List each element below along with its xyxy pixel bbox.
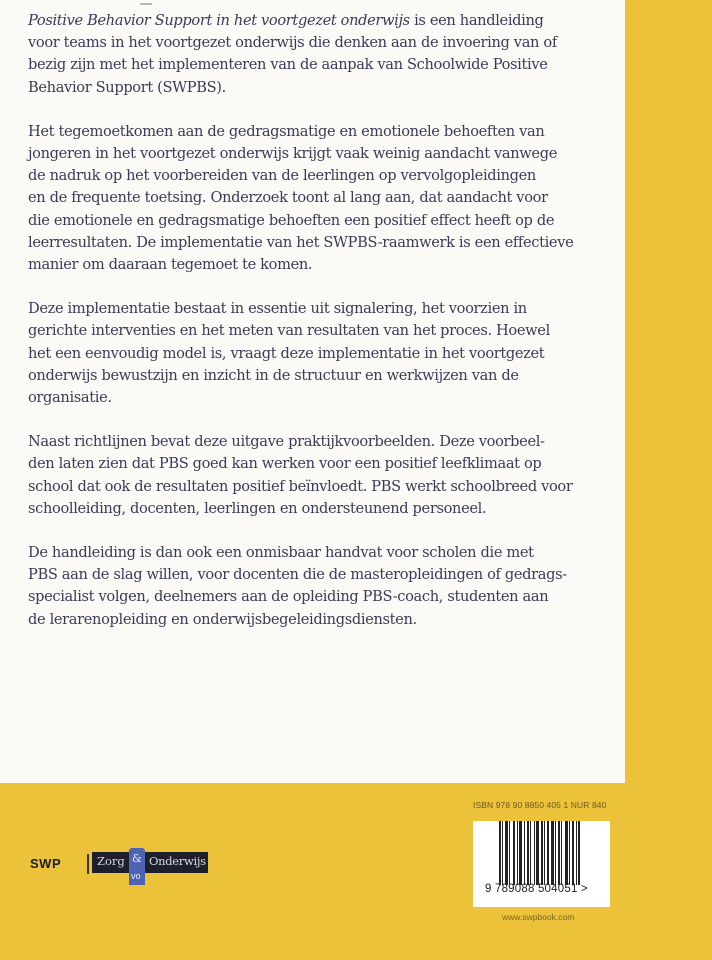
text-line: en de frequente toetsing. Onderzoek toont al lang aan, dat aandacht voor	[28, 189, 548, 207]
logo-vo-text: vo	[131, 871, 141, 881]
text-line: school dat ook de resultaten positief beïnvloedt. PBS werkt schoolbreed voor	[28, 477, 573, 495]
barcode	[473, 821, 610, 907]
logo-divider	[87, 854, 89, 874]
decorative-mark	[140, 3, 152, 5]
logo-zorg-text: Zorg	[97, 854, 125, 868]
text-line: PBS aan de slag willen, voor docenten die de masteropleidingen of gedrags-	[28, 566, 567, 584]
text-line: leerresultaten. De implementatie van het SWPBS-raamwerk is een effectieve	[28, 233, 574, 251]
paragraph-3	[28, 298, 618, 409]
text-line: bezig zijn met het implementeren van de aanpak van Schoolwide Positive	[28, 56, 548, 74]
text-line: den laten zien dat PBS goed kan werken voor een positief leefklimaat op	[28, 455, 542, 473]
zorg-onderwijs-label	[92, 852, 208, 873]
text-line: schoolleiding, docenten, leerlingen en ondersteunend personeel.	[28, 499, 487, 517]
text-line: jongeren in het voortgezet onderwijs krijgt vaak weinig aandacht vanwege	[28, 145, 557, 163]
paragraph-4	[28, 431, 618, 520]
text-line: onderwijs bewustzijn en inzicht in de structuur en werkwijzen van de	[28, 366, 519, 384]
book-title: Positive Behavior Support in het voortgezet onderwijs	[28, 12, 410, 29]
text-line: Behavior Support (SWPBS).	[28, 78, 226, 96]
text-line: specialist volgen, deelnemers aan de opleiding PBS-coach, studenten aan	[28, 588, 549, 606]
text-line: de nadruk op het voorbereiden van de leerlingen op vervolgopleidingen	[28, 167, 536, 185]
barcode-digits: 9 789088 504051 >	[485, 883, 588, 895]
text-line: Het tegemoetkomen aan de gedragsmatige en emotionele behoeften van	[28, 122, 545, 140]
text-line: Positive Behavior Support in het voortgezet onderwijs is een handleiding	[28, 12, 544, 29]
paragraph-1	[28, 10, 618, 99]
text-line: Deze implementatie bestaat in essentie uit signalering, het voorzien in	[28, 300, 527, 318]
isbn-nur-line: ISBN 978 90 8850 405 1 NUR 840	[473, 800, 607, 810]
back-cover-text	[28, 10, 618, 653]
text-line: Naast richtlijnen bevat deze uitgave praktijkvoorbeelden. Deze voorbeel-	[28, 433, 545, 451]
logo-onderwijs-text: Onderwijs	[149, 854, 206, 868]
text-line: gerichte interventies en het meten van resultaten van het proces. Hoewel	[28, 322, 550, 340]
text-line: organisatie.	[28, 389, 112, 407]
barcode-bars	[499, 821, 587, 885]
paragraph-5	[28, 542, 618, 631]
text-line: het een eenvoudig model is, vraagt deze implementatie in het voortgezet	[28, 344, 545, 362]
text-line: manier om daaraan tegemoet te komen.	[28, 256, 313, 274]
text-line: de lerarenopleiding en onderwijsbegeleidingsdiensten.	[28, 610, 417, 628]
publisher-logo	[30, 850, 230, 890]
text-line: voor teams in het voortgezet onderwijs die denken aan de invoering van of	[28, 34, 557, 52]
logo-ampersand: &	[132, 852, 142, 865]
text-line: die emotionele en gedragsmatige behoeften een positief effect heeft op de	[28, 211, 555, 229]
publisher-website: www.swpbook.com	[502, 912, 575, 922]
paragraph-2	[28, 121, 618, 276]
text-line: De handleiding is dan ook een onmisbaar handvat voor scholen die met	[28, 544, 534, 562]
logo-bookmark-tab	[129, 848, 145, 885]
swp-wordmark: SWP	[30, 856, 62, 871]
